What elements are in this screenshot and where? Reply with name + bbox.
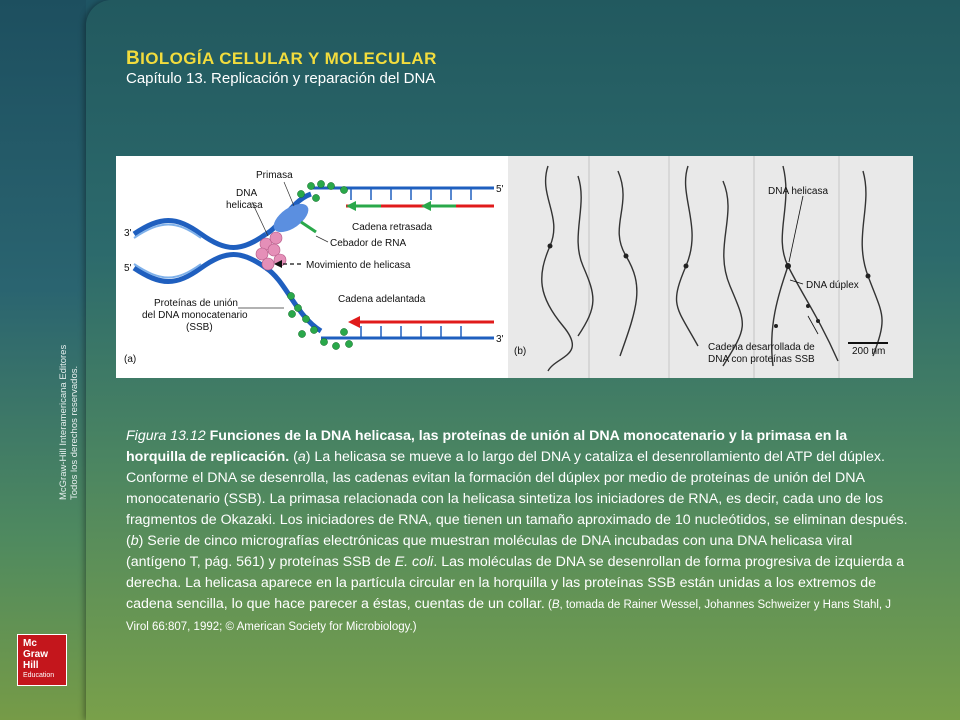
label-3prime-right: 3' xyxy=(496,334,504,345)
label-ssb-3: (SSB) xyxy=(186,322,213,333)
mcgraw-hill-logo: Mc Graw Hill Education xyxy=(17,634,67,686)
label-scale: 200 nm xyxy=(852,346,886,357)
rna-primer xyxy=(301,222,316,232)
helix-strand-1 xyxy=(134,221,266,248)
copyright-notice xyxy=(58,345,80,500)
publisher-text: McGraw-Hill Interamericana Editores xyxy=(58,344,69,500)
label-ssb-1: Proteínas de unión xyxy=(154,298,238,309)
rights-text: Todos los derechos reservados. xyxy=(69,365,80,500)
label-cadena-ssb-1: Cadena desarrollada de xyxy=(708,342,815,353)
figure-caption: Figura 13.12 Funciones de la DNA helicasa, las proteínas de unión al DNA monocatenario y la primasa en la horquilla de replicación. (a) La helicasa se mueve a lo largo del DNA y cataliza el desenrollamiento del ATP del dúplex. Conforme el DNA se desenrolla, las cadenas evitan la formación del dúplex por medio de proteínas de unión del DNA monocatenario (SSB). La primasa relacionada con la helicasa sintetiza los iniciadores de RNA, es decir, cada uno de los fragmentos de Okazaki. Los iniciadores de RNA, que tienen un tamaño aproximado de 10 nucleótidos, se eliminan después. (b) Serie de cinco micrografías electrónicas que muestran moléculas de DNA incubadas con una DNA helicasa viral (antígeno T, pág. 561) y proteínas SSB de E. coli. Las moléculas de DNA se desenrollan de forma progresiva de izquierda a derecha. La helicasa aparece en la partícula circular en la horquilla y las proteínas SSB están unidas a los extremos de cadena sencilla, lo que hace parecer a éstas, cuentas de un collar. (B, tomada de Rainer Wessel, Johannes Schweizer y Hans Stahl, J Virol 66:807, 1992; © American Society for Microbiology.) xyxy=(126,428,908,633)
label-movimiento: Movimiento de helicasa xyxy=(306,260,411,271)
replication-fork-diagram xyxy=(116,156,508,378)
panel-label-a: (a) xyxy=(124,354,137,365)
caption-credit: (B, tomada de Rainer Wessel, Johannes Schweizer y Hans Stahl, J Virol 66:807, 1992; © American Society for Microbiology.) xyxy=(126,599,892,633)
label-cadena-adelantada: Cadena adelantada xyxy=(338,294,426,305)
lower-arm xyxy=(266,268,321,331)
label-dna-duplex: DNA dúplex xyxy=(806,280,859,291)
panel-label-b: (b) xyxy=(514,346,527,357)
label-cadena-ssb-2: DNA con proteínas SSB xyxy=(708,354,815,365)
label-primasa: Primasa xyxy=(256,170,293,181)
book-title: BIOLOGÍA CELULAR Y MOLECULAR xyxy=(126,48,437,69)
label-5prime-right: 5' xyxy=(496,184,504,195)
label-cadena-retrasada: Cadena retrasada xyxy=(352,222,433,233)
label-dna: DNA xyxy=(236,188,258,199)
chapter-subtitle: Capítulo 13. Replicación y reparación del DNA xyxy=(126,70,436,87)
label-3prime-left: 3' xyxy=(124,228,132,239)
label-5prime-left: 5' xyxy=(124,263,132,274)
figure-13-12 xyxy=(116,156,913,378)
helix-strand-2 xyxy=(134,255,266,282)
label-dna-helicasa: DNA helicasa xyxy=(768,186,829,197)
label-cebador: Cebador de RNA xyxy=(330,238,407,249)
label-ssb-2: del DNA monocatenario xyxy=(142,310,248,321)
electron-micrographs xyxy=(508,156,913,378)
label-helicasa: helicasa xyxy=(226,200,263,211)
